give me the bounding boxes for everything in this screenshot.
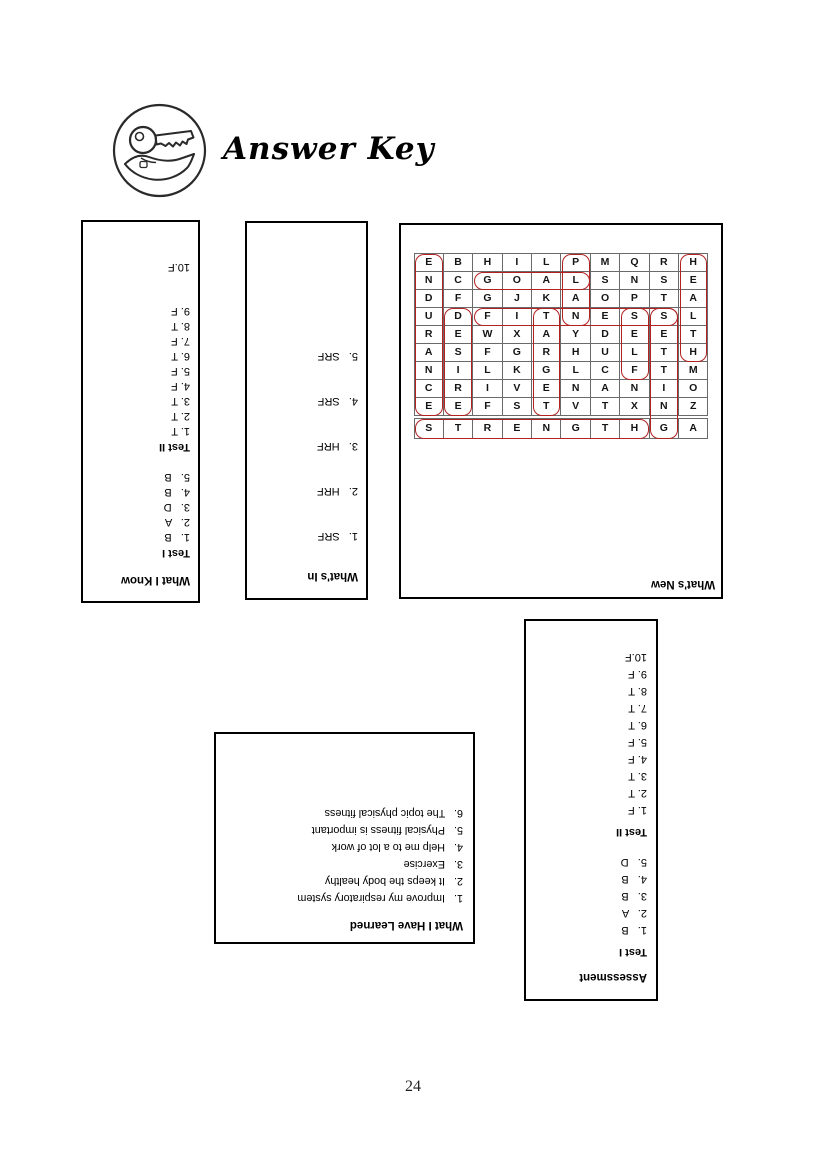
word-search-row xyxy=(414,418,708,438)
word-search-letter: N xyxy=(620,271,649,289)
answer-item: 3. T xyxy=(628,770,647,782)
word-search-letter: D xyxy=(414,289,443,307)
word-search-row xyxy=(414,325,708,343)
word-search-letter: D xyxy=(590,325,619,343)
word-search-letter: R xyxy=(473,418,502,438)
whats-in-title: What's In xyxy=(307,570,358,582)
word-search-letter: G xyxy=(649,418,678,438)
whats-new-box xyxy=(399,223,723,599)
word-search-letter: A xyxy=(679,289,708,307)
word-search-letter: L xyxy=(561,361,590,379)
key-in-hand-icon xyxy=(111,102,208,204)
word-search-letter: R xyxy=(443,379,472,397)
assessment-answers xyxy=(532,648,647,958)
word-search-letter: E xyxy=(443,397,472,415)
word-search-letter: Z xyxy=(679,397,708,415)
word-search-letter: O xyxy=(679,379,708,397)
word-search-letter: H xyxy=(561,343,590,361)
word-search-letter: T xyxy=(649,343,678,361)
word-search-letter: E xyxy=(620,325,649,343)
assessment-title: Assessment xyxy=(579,971,647,983)
word-search-letter: R xyxy=(649,253,678,271)
word-search-letter: G xyxy=(502,343,531,361)
answer-item: 6. T xyxy=(628,719,647,731)
answer-item: 4. B xyxy=(621,873,647,885)
word-search-letter: V xyxy=(561,397,590,415)
word-search-letter: G xyxy=(473,289,502,307)
answer-item: 5. Physical fitness is important xyxy=(311,824,463,836)
word-search-letter: J xyxy=(502,289,531,307)
answer-item: 2. HRF xyxy=(317,485,358,497)
word-search-letter: T xyxy=(532,307,561,325)
word-search-letter: S xyxy=(502,397,531,415)
word-search-letter: T xyxy=(679,325,708,343)
word-search-letter: E xyxy=(502,418,531,438)
word-search-letter: F xyxy=(473,307,502,325)
test-section xyxy=(89,469,190,559)
word-search-letter: G xyxy=(473,271,502,289)
word-search-letter: L xyxy=(679,307,708,325)
word-search-letter: E xyxy=(532,379,561,397)
word-search-letter: M xyxy=(590,253,619,271)
answer-item: 2. A xyxy=(164,516,190,528)
word-search-row xyxy=(414,397,708,415)
word-search-letter: L xyxy=(620,343,649,361)
answer-item: 6. The topic physical fitness xyxy=(324,807,463,819)
whats-in-answers xyxy=(253,347,358,545)
answer-item: 4. F xyxy=(171,380,190,392)
word-search-letter: N xyxy=(532,418,561,438)
word-search-letter: A xyxy=(590,379,619,397)
answer-item: 1. SRF xyxy=(317,530,358,542)
word-search-letter: H xyxy=(679,343,708,361)
test-section xyxy=(532,648,647,838)
word-search-letter: T xyxy=(649,289,678,307)
word-search-letter: T xyxy=(532,397,561,415)
answer-item: 9. F xyxy=(171,305,190,317)
assessment-content xyxy=(526,621,656,999)
word-search-letter: F xyxy=(473,397,502,415)
word-search-letter: L xyxy=(561,271,590,289)
word-search-letter: S xyxy=(620,307,649,325)
what-i-have-learned-content xyxy=(216,734,473,942)
word-search-letter: E xyxy=(414,397,443,415)
word-search-letter: N xyxy=(649,397,678,415)
answer-item: 4. Help me to a lot of work xyxy=(331,841,463,853)
test-section-label: Test II xyxy=(159,441,190,453)
word-search-letter: S xyxy=(443,343,472,361)
word-search-letter: B xyxy=(443,253,472,271)
answer-item: 3. D xyxy=(163,501,190,513)
answer-item: 1. F xyxy=(628,804,647,816)
word-search-row xyxy=(414,271,708,289)
answer-item: 4. B xyxy=(164,486,190,498)
word-search-letter: R xyxy=(532,343,561,361)
word-search-letter: R xyxy=(414,325,443,343)
word-search-letter: W xyxy=(473,325,502,343)
word-search-letter: I xyxy=(473,379,502,397)
answer-item: 1. Improve my respiratory system xyxy=(297,892,463,904)
what-i-know-box xyxy=(81,220,200,603)
answer-item: 1. T xyxy=(171,425,190,437)
test-section xyxy=(89,303,190,453)
word-search-letter: F xyxy=(443,289,472,307)
answer-item: 4. F xyxy=(628,753,647,765)
what-i-have-learned-title: What I Have Learned xyxy=(349,919,463,931)
word-search-letter: V xyxy=(502,379,531,397)
word-search-letter: E xyxy=(679,271,708,289)
answer-item: 2. T xyxy=(628,787,647,799)
word-search-letter: U xyxy=(590,343,619,361)
word-search-row xyxy=(414,253,708,271)
answer-item: 5. F xyxy=(171,365,190,377)
whats-new-title: What's New xyxy=(650,578,715,590)
word-search-letter: O xyxy=(502,271,531,289)
word-search-letter: C xyxy=(590,361,619,379)
answer-item: 8. T xyxy=(171,320,190,332)
word-search-row xyxy=(414,361,708,379)
answer-item: 7. F xyxy=(171,335,190,347)
word-search-letter: H xyxy=(620,418,649,438)
answer-item: 2. It keeps the body healthy xyxy=(324,875,463,887)
whats-in-box xyxy=(245,221,368,600)
word-search-letter: H xyxy=(473,253,502,271)
word-search-letter: I xyxy=(502,253,531,271)
answer-item: 5. D xyxy=(620,856,647,868)
test-section-label: Test II xyxy=(616,826,647,838)
test-section-label: Test I xyxy=(619,946,647,958)
word-search-letter: I xyxy=(443,361,472,379)
answer-item: 8. T xyxy=(628,685,647,697)
word-search-letter: N xyxy=(620,379,649,397)
what-i-know-content xyxy=(83,222,198,601)
page-title: Answer Key xyxy=(223,131,435,167)
answer-item: 3. T xyxy=(171,395,190,407)
word-search-letter: A xyxy=(532,325,561,343)
word-search-letter: T xyxy=(649,361,678,379)
answer-item: 2. T xyxy=(171,410,190,422)
answer-item: 7. T xyxy=(628,702,647,714)
word-search-letter: T xyxy=(443,418,472,438)
word-search-letter: O xyxy=(590,289,619,307)
word-search-letter: L xyxy=(473,361,502,379)
test-section-label: Test I xyxy=(162,547,190,559)
word-search-letter: I xyxy=(502,307,531,325)
answer-item: 5. B xyxy=(164,471,190,483)
word-search-letter: S xyxy=(590,271,619,289)
answer-item: 3. HRF xyxy=(317,440,358,452)
answer-item: 4. SRF xyxy=(317,395,358,407)
word-search-letter: C xyxy=(414,379,443,397)
page-number: 24 xyxy=(405,1078,421,1095)
what-i-know-answers xyxy=(89,303,190,559)
word-search-letter: X xyxy=(620,397,649,415)
word-search-row xyxy=(414,307,708,325)
word-search-grid xyxy=(414,253,709,439)
answer-item: 1. B xyxy=(621,924,647,936)
what-i-have-learned-answers xyxy=(224,804,463,906)
word-search-row xyxy=(414,289,708,307)
word-search-letter: K xyxy=(502,361,531,379)
word-search-letter: S xyxy=(649,271,678,289)
word-search-letter: X xyxy=(502,325,531,343)
word-search-letter: C xyxy=(443,271,472,289)
word-search-letter: U xyxy=(414,307,443,325)
word-search-letter: M xyxy=(679,361,708,379)
answer-item: 5. SRF xyxy=(317,350,358,362)
test-section xyxy=(532,853,647,958)
word-search-letter: T xyxy=(590,397,619,415)
word-search-row xyxy=(414,379,708,397)
word-search-letter: G xyxy=(532,361,561,379)
answer-item: 10.F xyxy=(624,651,647,663)
word-search-letter: A xyxy=(532,271,561,289)
answer-item: 2. A xyxy=(621,907,647,919)
word-search-letter: H xyxy=(679,253,708,271)
word-search-letter: Y xyxy=(561,325,590,343)
answer-item: 1. B xyxy=(164,531,190,543)
word-search-letter: E xyxy=(649,325,678,343)
answer-item: 6. T xyxy=(171,350,190,362)
word-search-letter: N xyxy=(561,379,590,397)
word-search-letter: F xyxy=(473,343,502,361)
word-search-letter: E xyxy=(443,325,472,343)
what-i-know-title: What I Know xyxy=(121,574,190,586)
word-search-table xyxy=(414,253,709,439)
word-search-letter: A xyxy=(414,343,443,361)
answer-item: 3. Exercise xyxy=(403,858,463,870)
answer-item: 3. B xyxy=(621,890,647,902)
word-search-letter: T xyxy=(590,418,619,438)
word-search-letter: S xyxy=(414,418,443,438)
answer-item: 10.F xyxy=(167,261,190,273)
word-search-letter: K xyxy=(532,289,561,307)
word-search-letter: Q xyxy=(620,253,649,271)
word-search-letter: I xyxy=(649,379,678,397)
answer-item: 5. F xyxy=(628,736,647,748)
whats-in-content xyxy=(247,223,366,598)
answer-item: 9. F xyxy=(628,668,647,680)
word-search-letter: G xyxy=(561,418,590,438)
word-search-letter: S xyxy=(649,307,678,325)
word-search-letter: P xyxy=(561,253,590,271)
word-search-letter: F xyxy=(620,361,649,379)
what-i-have-learned-box xyxy=(214,732,475,944)
word-search-letter: N xyxy=(414,361,443,379)
word-search-letter: D xyxy=(443,307,472,325)
word-search-letter: L xyxy=(532,253,561,271)
word-search-letter: A xyxy=(561,289,590,307)
word-search-row xyxy=(414,343,708,361)
word-search-letter: N xyxy=(414,271,443,289)
word-search-letter: A xyxy=(679,418,708,438)
word-search-letter: P xyxy=(620,289,649,307)
assessment-box xyxy=(524,619,658,1001)
word-search-letter: E xyxy=(414,253,443,271)
word-search-letter: E xyxy=(590,307,619,325)
word-search-letter: N xyxy=(561,307,590,325)
